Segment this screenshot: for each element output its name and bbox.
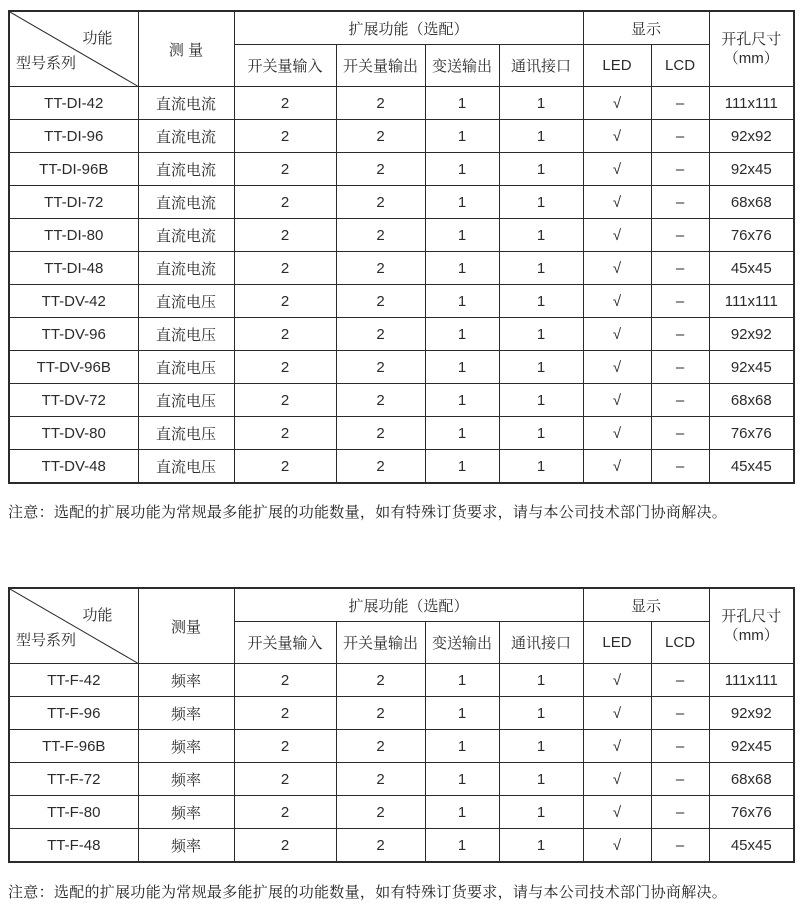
transmit-output-cell: 1 [425, 829, 499, 863]
led-cell: √ [583, 186, 651, 219]
table-row [9, 384, 794, 417]
cutout-size-cell: 92x92 [709, 120, 794, 153]
switch-output-cell: 2 [336, 219, 425, 252]
corner-label-model-series: 型号系列 [16, 632, 77, 649]
table-body [9, 664, 794, 863]
transmit-output-cell: 1 [425, 796, 499, 829]
measurement-cell: 直流电流 [138, 87, 234, 120]
lcd-cell: – [651, 417, 709, 450]
switch-input-cell: 2 [234, 219, 336, 252]
lcd-cell: – [651, 153, 709, 186]
switch-output-cell: 2 [336, 796, 425, 829]
switch-output-cell: 2 [336, 730, 425, 763]
lcd-cell: – [651, 763, 709, 796]
diagonal-divider-line [10, 12, 138, 86]
table-row [9, 285, 794, 318]
display-group-header: 显示 [583, 11, 709, 45]
transmit-output-header: 变送输出 [425, 45, 499, 87]
cutout-size-header [709, 588, 794, 664]
comm-interface-cell: 1 [499, 829, 583, 863]
switch-input-cell: 2 [234, 351, 336, 384]
cutout-size-header-line2: （mm） [723, 627, 779, 644]
cutout-size-cell: 111x111 [709, 87, 794, 120]
table-row [9, 87, 794, 120]
corner-header-cell [9, 588, 138, 664]
led-cell: √ [583, 763, 651, 796]
comm-interface-cell: 1 [499, 730, 583, 763]
comm-interface-header: 通讯接口 [499, 45, 583, 87]
measurement-cell: 直流电流 [138, 219, 234, 252]
switch-input-header: 开关量输入 [234, 45, 336, 87]
table-row [9, 153, 794, 186]
corner-label-function: 功能 [82, 30, 113, 47]
led-cell: √ [583, 219, 651, 252]
expansion-group-header: 扩展功能（选配） [234, 588, 583, 622]
measurement-cell: 直流电压 [138, 285, 234, 318]
measurement-cell: 直流电压 [138, 318, 234, 351]
model-cell: TT-F-80 [9, 796, 138, 829]
led-cell: √ [583, 796, 651, 829]
switch-output-cell: 2 [336, 285, 425, 318]
model-cell: TT-DV-48 [9, 450, 138, 484]
lcd-cell: – [651, 697, 709, 730]
switch-output-cell: 2 [336, 186, 425, 219]
transmit-output-cell: 1 [425, 450, 499, 484]
comm-interface-cell: 1 [499, 763, 583, 796]
lcd-cell: – [651, 252, 709, 285]
comm-interface-header: 通讯接口 [499, 622, 583, 664]
transmit-output-cell: 1 [425, 697, 499, 730]
model-cell: TT-DI-96 [9, 120, 138, 153]
led-cell: √ [583, 120, 651, 153]
switch-input-cell: 2 [234, 763, 336, 796]
comm-interface-cell: 1 [499, 417, 583, 450]
display-group-header: 显示 [583, 588, 709, 622]
measurement-cell: 频率 [138, 763, 234, 796]
model-cell: TT-DI-72 [9, 186, 138, 219]
lcd-cell: – [651, 664, 709, 697]
frequency-meter-spec-table [8, 587, 795, 863]
table-row [9, 351, 794, 384]
measurement-cell: 直流电流 [138, 120, 234, 153]
model-cell: TT-DV-72 [9, 384, 138, 417]
lcd-cell: – [651, 318, 709, 351]
led-cell: √ [583, 252, 651, 285]
led-cell: √ [583, 318, 651, 351]
cutout-size-cell: 76x76 [709, 417, 794, 450]
lcd-cell: – [651, 219, 709, 252]
lcd-cell: – [651, 829, 709, 863]
comm-interface-cell: 1 [499, 120, 583, 153]
switch-input-cell: 2 [234, 417, 336, 450]
table-row [9, 186, 794, 219]
transmit-output-cell: 1 [425, 318, 499, 351]
model-cell: TT-DV-42 [9, 285, 138, 318]
comm-interface-cell: 1 [499, 450, 583, 484]
led-cell: √ [583, 730, 651, 763]
diagonal-divider-line [10, 589, 138, 663]
note-text: 注意：选配的扩展功能为常规最多能扩展的功能数量，如有特殊订货要求，请与本公司技术部门协商解决。 [8, 885, 728, 901]
switch-output-header: 开关量输出 [336, 45, 425, 87]
cutout-size-cell: 68x68 [709, 763, 794, 796]
switch-output-cell: 2 [336, 120, 425, 153]
comm-interface-cell: 1 [499, 219, 583, 252]
lcd-cell: – [651, 796, 709, 829]
led-header: LED [583, 45, 651, 87]
lcd-header: LCD [651, 45, 709, 87]
note-text: 注意：选配的扩展功能为常规最多能扩展的功能数量，如有特殊订货要求，请与本公司技术部门协商解决。 [8, 505, 728, 521]
led-cell: √ [583, 417, 651, 450]
transmit-output-cell: 1 [425, 219, 499, 252]
table-header [9, 588, 794, 664]
led-cell: √ [583, 384, 651, 417]
transmit-output-cell: 1 [425, 351, 499, 384]
cutout-size-cell: 45x45 [709, 450, 794, 484]
switch-input-cell: 2 [234, 730, 336, 763]
switch-output-cell: 2 [336, 252, 425, 285]
comm-interface-cell: 1 [499, 186, 583, 219]
comm-interface-cell: 1 [499, 252, 583, 285]
cutout-size-cell: 92x45 [709, 730, 794, 763]
model-cell: TT-DI-48 [9, 252, 138, 285]
measurement-cell: 直流电流 [138, 153, 234, 186]
table-row [9, 763, 794, 796]
cutout-size-cell: 68x68 [709, 384, 794, 417]
measurement-cell: 直流电流 [138, 186, 234, 219]
table-row [9, 664, 794, 697]
switch-output-cell: 2 [336, 763, 425, 796]
measurement-cell: 直流电压 [138, 384, 234, 417]
switch-output-cell: 2 [336, 87, 425, 120]
measurement-cell: 频率 [138, 697, 234, 730]
cutout-size-header-line2: （mm） [723, 50, 779, 67]
switch-output-cell: 2 [336, 351, 425, 384]
cutout-size-cell: 92x92 [709, 697, 794, 730]
cutout-size-header [709, 11, 794, 87]
led-cell: √ [583, 664, 651, 697]
expansion-group-header: 扩展功能（选配） [234, 11, 583, 45]
measurement-header: 测 量 [138, 11, 234, 87]
transmit-output-cell: 1 [425, 664, 499, 697]
transmit-output-cell: 1 [425, 384, 499, 417]
lcd-cell: – [651, 351, 709, 384]
cutout-size-cell: 111x111 [709, 285, 794, 318]
measurement-cell: 频率 [138, 664, 234, 697]
model-cell: TT-F-96 [9, 697, 138, 730]
switch-output-header: 开关量输出 [336, 622, 425, 664]
switch-input-cell: 2 [234, 450, 336, 484]
cutout-size-cell: 45x45 [709, 252, 794, 285]
corner-label-model-series: 型号系列 [16, 55, 77, 72]
corner-label-function: 功能 [82, 607, 113, 624]
cutout-size-cell: 92x92 [709, 318, 794, 351]
led-cell: √ [583, 829, 651, 863]
comm-interface-cell: 1 [499, 87, 583, 120]
comm-interface-cell: 1 [499, 796, 583, 829]
switch-input-cell: 2 [234, 153, 336, 186]
cutout-size-header-line1: 开孔尺寸 [721, 31, 782, 48]
transmit-output-cell: 1 [425, 252, 499, 285]
led-cell: √ [583, 351, 651, 384]
table-row [9, 796, 794, 829]
model-cell: TT-F-42 [9, 664, 138, 697]
cutout-size-cell: 92x45 [709, 351, 794, 384]
cutout-size-cell: 92x45 [709, 153, 794, 186]
table-row [9, 120, 794, 153]
switch-input-header: 开关量输入 [234, 622, 336, 664]
model-cell: TT-F-72 [9, 763, 138, 796]
transmit-output-cell: 1 [425, 285, 499, 318]
transmit-output-cell: 1 [425, 153, 499, 186]
model-cell: TT-F-48 [9, 829, 138, 863]
switch-output-cell: 2 [336, 450, 425, 484]
measurement-cell: 直流电压 [138, 351, 234, 384]
table-header [9, 11, 794, 87]
model-cell: TT-DV-96 [9, 318, 138, 351]
switch-input-cell: 2 [234, 87, 336, 120]
model-cell: TT-F-96B [9, 730, 138, 763]
led-cell: √ [583, 450, 651, 484]
cutout-size-cell: 111x111 [709, 664, 794, 697]
switch-input-cell: 2 [234, 252, 336, 285]
switch-input-cell: 2 [234, 120, 336, 153]
switch-output-cell: 2 [336, 664, 425, 697]
led-cell: √ [583, 153, 651, 186]
transmit-output-cell: 1 [425, 417, 499, 450]
switch-input-cell: 2 [234, 285, 336, 318]
switch-input-cell: 2 [234, 664, 336, 697]
lcd-cell: – [651, 285, 709, 318]
cutout-size-cell: 76x76 [709, 796, 794, 829]
switch-input-cell: 2 [234, 796, 336, 829]
lcd-cell: – [651, 120, 709, 153]
dc-meter-spec-table [8, 10, 795, 484]
model-cell: TT-DV-80 [9, 417, 138, 450]
measurement-cell: 频率 [138, 829, 234, 863]
table-row [9, 252, 794, 285]
cutout-size-cell: 68x68 [709, 186, 794, 219]
comm-interface-cell: 1 [499, 153, 583, 186]
transmit-output-cell: 1 [425, 730, 499, 763]
switch-output-cell: 2 [336, 417, 425, 450]
switch-output-cell: 2 [336, 697, 425, 730]
switch-output-cell: 2 [336, 318, 425, 351]
lcd-cell: – [651, 87, 709, 120]
transmit-output-cell: 1 [425, 120, 499, 153]
model-cell: TT-DI-42 [9, 87, 138, 120]
table-body [9, 87, 794, 484]
corner-header-cell [9, 11, 138, 87]
comm-interface-cell: 1 [499, 664, 583, 697]
measurement-cell: 频率 [138, 796, 234, 829]
switch-output-cell: 2 [336, 153, 425, 186]
measurement-header: 测量 [138, 588, 234, 664]
transmit-output-cell: 1 [425, 763, 499, 796]
switch-input-cell: 2 [234, 829, 336, 863]
led-cell: √ [583, 87, 651, 120]
lcd-cell: – [651, 384, 709, 417]
lcd-cell: – [651, 186, 709, 219]
switch-input-cell: 2 [234, 384, 336, 417]
model-cell: TT-DV-96B [9, 351, 138, 384]
comm-interface-cell: 1 [499, 384, 583, 417]
comm-interface-cell: 1 [499, 285, 583, 318]
table-row [9, 829, 794, 863]
lcd-cell: – [651, 450, 709, 484]
model-cell: TT-DI-96B [9, 153, 138, 186]
transmit-output-cell: 1 [425, 87, 499, 120]
comm-interface-cell: 1 [499, 351, 583, 384]
switch-input-cell: 2 [234, 318, 336, 351]
table-row [9, 730, 794, 763]
led-header: LED [583, 622, 651, 664]
switch-input-cell: 2 [234, 697, 336, 730]
table-row [9, 417, 794, 450]
model-cell: TT-DI-80 [9, 219, 138, 252]
switch-output-cell: 2 [336, 384, 425, 417]
led-cell: √ [583, 697, 651, 730]
measurement-cell: 直流电压 [138, 450, 234, 484]
table-row [9, 219, 794, 252]
transmit-output-cell: 1 [425, 186, 499, 219]
measurement-cell: 频率 [138, 730, 234, 763]
switch-input-cell: 2 [234, 186, 336, 219]
table-row [9, 450, 794, 484]
comm-interface-cell: 1 [499, 697, 583, 730]
table-row [9, 697, 794, 730]
cutout-size-header-line1: 开孔尺寸 [721, 608, 782, 625]
measurement-cell: 直流电压 [138, 417, 234, 450]
measurement-cell: 直流电流 [138, 252, 234, 285]
cutout-size-cell: 76x76 [709, 219, 794, 252]
transmit-output-header: 变送输出 [425, 622, 499, 664]
switch-output-cell: 2 [336, 829, 425, 863]
cutout-size-cell: 45x45 [709, 829, 794, 863]
lcd-header: LCD [651, 622, 709, 664]
led-cell: √ [583, 285, 651, 318]
table-row [9, 318, 794, 351]
lcd-cell: – [651, 730, 709, 763]
comm-interface-cell: 1 [499, 318, 583, 351]
